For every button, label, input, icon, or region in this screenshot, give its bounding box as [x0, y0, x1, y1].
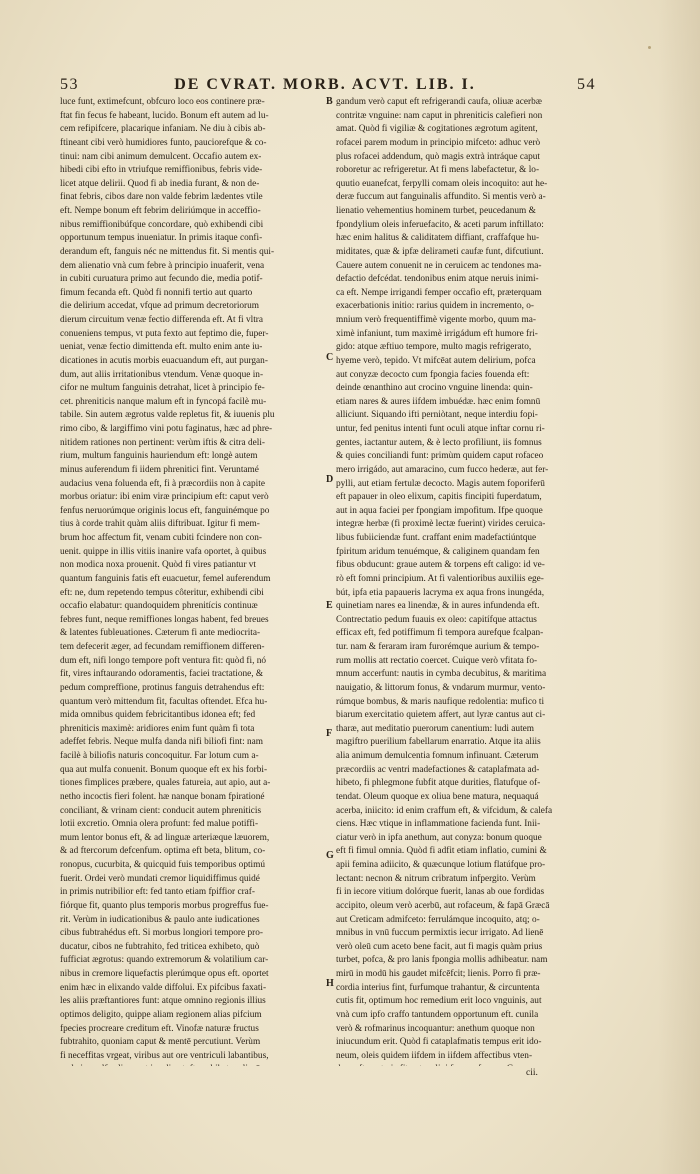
text-line: facilè à biliofis naturis concoquitur. Far lotum cum a-: [60, 751, 259, 761]
text-line: lectant: necnon & nitrum cribratum infpergito. Verùm: [336, 873, 536, 884]
text-line: quantum fanguinis fatis eft euacuetur, femel auferendum: [60, 573, 271, 584]
text-line: cet. phreniticis nanque malum eft in fyncopá facilè mu-: [60, 396, 267, 407]
text-line: conciliant, & vrinam cient: conducit autem phreniticis: [60, 805, 262, 816]
text-line: cibus fubtrahédus eft. Si morbus longiori tempore pro-: [60, 928, 263, 939]
text-line: Contrectatio pedum fuauis ex oleo: capitífque attactus: [336, 614, 537, 625]
text-line: ftineant cibi verò humidiores funto, pauciorefque & co-: [60, 137, 267, 148]
text-line: mum lentor bonus eft, & ad linguæ arteriæque læuorem,: [60, 832, 270, 843]
text-line: rimo cibo, & largiffimo vini potu faginatus, hæc ad phre-: [60, 424, 273, 434]
text-line: quutio euanefcat, ferpylli comam oleis incoquito: aut he-: [336, 178, 548, 189]
text-line: tiones fimplices præbere, quales fatureia, aut apio, aut a-: [60, 778, 271, 789]
text-line: fi in iecore vitium dolórque fuerit, lanas ab oue fordidas: [336, 887, 545, 898]
text-line: tinui: nam cibi animum demulcent. Occafio autem ex-: [60, 151, 262, 162]
page-header: [60, 76, 596, 96]
text-line: cordia interius fint, furfumque trahantur, & circuntenta: [336, 982, 540, 993]
text-line: tendat. Oleum quoque ex oliua bene matura, nequaquá: [336, 791, 539, 802]
text-line: miditates, quæ & ipfæ delirameti caufæ funt, difcutiunt.: [336, 246, 544, 257]
text-line: fpecies procreare creditum eft. Vinofæ naturæ fructus: [60, 1023, 259, 1034]
text-line: nitidem rationes non pertinent: verùm iftis & citra deli-: [60, 437, 265, 448]
text-line: fpondylium oleis inferuefacito, & aceti parum inftillato:: [336, 219, 544, 230]
text-line: mida omnibus quidem febricitantibus idonea eft; fed: [60, 710, 256, 721]
text-line: lotii excretio. Omnia olera profunt: fed malue potiffi-: [60, 819, 259, 830]
catchword: cii.: [526, 1068, 538, 1078]
folio-left: 53: [60, 76, 79, 93]
text-line: derandum eft, fanguis néc ne mittendus fit. Si mentis qui-: [60, 246, 275, 257]
text-line: occafio elabatur: quandoquidem phrenitícis continuæ: [60, 601, 258, 612]
text-line: conueniens tempus, vt puta fexto aut feptimo die, fuper-: [60, 328, 269, 339]
text-line: gentes, iactantur autem, & è lecto profiliunt, iis fomnus: [336, 437, 542, 448]
text-line: ueniat, venæ fectio dimittenda eft. multo enim ante iu-: [60, 342, 263, 353]
text-line: finat febris, cibos dare non valde febrim lædentes vtile: [60, 192, 263, 203]
text-line: cifor ne multum fanguinis detrahat, licet à principio fe-: [60, 383, 265, 394]
text-line: & quies conciliandi funt: primùm quidem caput rofaceo: [336, 451, 544, 462]
text-line: mero irrigádo, aut amaracino, cum fucco hederæ, aut fer-: [336, 464, 549, 475]
text-line: aut Creticam admifceto: ferrulámque incoquito, atq; o-: [336, 914, 540, 925]
text-line: rúmque bombus, & maris naufique redolentia: mufico ti: [336, 696, 545, 707]
text-line: fi neceffitas vrgeat, viribus aut ore ventriculi labantibus,: [60, 1050, 269, 1061]
text-line: fuerit. Ordei verò mundati cremor liquidiffimus quidé: [60, 873, 260, 884]
text-line: integræ herbæ (fi proximè lectæ fuerint) virides ceruica-: [336, 519, 546, 530]
text-line: rit. Verùm in iudicationibus & paulo ante iudicationes: [60, 914, 260, 925]
text-line: hyeme verò, tepido. Vt mifcēat autem delirium, pofca: [336, 355, 536, 366]
text-line: acerba, iniicito: id enim craffum eft, & vifcidum, & calefa: [336, 805, 553, 816]
text-line: rum mollis att rectatio coercet. Cuique verò vfitata fo-: [336, 655, 538, 666]
text-line: non modica noxa prouenit. Quòd fi vires patiantur vt: [60, 560, 256, 571]
text-line: dicationes in acutis morbis euacuandum eft, aut purgan-: [60, 355, 268, 366]
text-line: deræ fuccum aut fanguinalis affundito. Si mentis verò a-: [336, 192, 546, 203]
text-line: quinetiam nares ea linendæ, & in aures infundenda eft.: [336, 601, 540, 612]
text-line: nibus remiffionibúfque concordare, quò exhibendi cibi: [60, 219, 264, 230]
text-line: uenit. quippe in illis vitiis inanire vafa oportet, à quibus: [60, 546, 267, 557]
text-line: fufficiat ægrotus: quando extremorum & volatilium car-: [60, 955, 269, 966]
text-line: ca eft. Nempe irrigandi femper occafio eft, præterquam: [336, 287, 542, 298]
text-line: in cubiti curuatura primo aut fecundo die, media potif-: [60, 274, 263, 285]
text-line: nibus in cremore liquefactis plerúmque opus eft. oportet: [60, 969, 269, 979]
text-line: tur. nam & feraram iram furorémque aurium & tempo-: [336, 642, 540, 652]
text-line: fenfus neruorúmque originis locus eft, fanguinémque po: [60, 505, 270, 516]
text-line: die delirium accedat, vfque ad primum decretoriorum: [60, 301, 260, 312]
text-line: enim hæc in elixando valde diffolui. Ex pifcibus faxati-: [60, 982, 267, 993]
right-text-column: [336, 96, 598, 1066]
text-line: alliciunt. Siquando ifti perniòtant, neque interdiu fopi-: [336, 410, 538, 421]
text-line: pedum compreffione, protinus fanguis detrahendus eft:: [60, 682, 265, 693]
text-line: fit, vires inftaurando odoramentis, faciei tractatione, &: [60, 669, 264, 680]
margin-marker-f: F: [326, 728, 333, 739]
text-line: luce funt, extimefcunt, obfcuro loco eos continere præ-: [60, 97, 265, 107]
text-line: aut conyzæ decocto cum fpongia facies fouenda eft:: [336, 369, 530, 380]
text-line: tharæ, aut meditatio puerorum canentium: ludi autem: [336, 723, 535, 734]
text-line: brum hoc affectum fit, venam cubiti fcindere non con-: [60, 533, 262, 543]
text-line: morbus oriatur: ibi enim viræ principium eft: caput verò: [60, 492, 269, 503]
text-line: phreniticis maximè: aridiores enim funt quàm fi tota: [60, 723, 255, 734]
margin-marker-g: G: [326, 850, 334, 861]
page-edge-shadow: [658, 0, 700, 1174]
text-line: hibedi cibi efto in vtriufque remiffionibus, febris vide-: [60, 165, 263, 176]
folio-right: 54: [577, 76, 596, 93]
text-line: dierum circuitum venæ fectio differenda eft. At fi vltra: [60, 315, 263, 325]
text-line: deinde œnanthino aut crocino vnguine linenda: quin-: [336, 383, 533, 394]
text-line: netho incoctis fieri folent. hæ nanque bonam fpirationé: [60, 791, 265, 802]
text-line: roboretur ac refrigeretur. At fi mens labefactetur, & lo-: [336, 165, 540, 176]
running-head: DE CVRAT. MORB. ACVT. LIB. I.: [174, 76, 476, 93]
text-line: defactio defcédat. tendonibus enim atque neruis inimi-: [336, 274, 539, 285]
text-line: eft fi fimul omnia. Quòd fi adfit etiam inflatio, cumini &: [336, 846, 547, 857]
left-text-column: [60, 96, 322, 1066]
margin-marker-c: C: [326, 352, 334, 363]
text-line: ciens. Hæc vtique in inflammatione facienda funt. Inii-: [336, 819, 541, 830]
text-line: vnà cum ipfo craffo tantundem opportunum eft. cunila: [336, 1009, 539, 1020]
text-line: pylli, aut etiam fertulæ decocto. Magis autem foporiferū: [336, 478, 545, 489]
margin-marker-d: D: [326, 474, 334, 485]
text-line: mnibus in vnū fuccum permixtis iecur irrigato. Ad lienē: [336, 928, 544, 939]
text-line: rium, multum fanguinis hauriendum eft: longè autem: [60, 451, 258, 462]
text-line: fibus obducunt: graue autem & torpens eft caligo: id ve-: [336, 560, 545, 571]
text-line: fimum fecanda eft. Quòd fi nonnifi tertio aut quarto: [60, 287, 253, 298]
text-line: Cauere autem conuenit ne in ceruicem ac tendones ma-: [336, 260, 542, 271]
text-line: aut in aqua faciei per fpongiam impofitum. Ifpe quoque: [336, 505, 543, 516]
text-line: optimos deligito, quippe aliam regionem alias pifcium: [60, 1009, 262, 1020]
text-line: les aliis præftantiores funt: atque omnino regionis illius: [60, 996, 266, 1007]
text-line: ftat fin fecus fe habeant, lucido. Bonum eft autem ad lu-: [60, 110, 269, 121]
text-line: biarum exercitatio quietem affert, aut lyræ cantus aut ci-: [336, 710, 546, 721]
text-line: dum eft, nifi longo tempore poft ventura fit: quòd fi, nó: [60, 655, 267, 666]
text-line: ximè infaniunt, tum maximè irrigádum eft humore fri-: [336, 328, 538, 339]
text-line: alia animum demulcentia fomnum infinuant. Cæterum: [336, 751, 539, 761]
text-line: accipito, oleum verò acerbū, aut rofaceum, & fapā Græcā: [336, 900, 550, 911]
text-line: neum, oleis quidem iifdem in iifdem affectibus vten-: [336, 1050, 533, 1061]
text-line: præcordiis ac ventri madefactiones & cataplafmata ad-: [336, 764, 540, 775]
text-line: tius à corde trahit quàm aliis diftribuat. Igitur fi mem-: [60, 519, 260, 530]
text-line: tem defecerit æger, ad fecundam remiffionem differen-: [60, 642, 265, 652]
text-line: amat. Quòd fi vigiliæ & cogitationes ægrotum agitent,: [336, 124, 538, 135]
text-line: plus rofacei addendum, quò magis extrà intráque caput: [336, 151, 540, 162]
text-line: verò oleū cum aceto bene facit, aut fi magis quàm prius: [336, 941, 543, 952]
text-line: magiftro puerilium fabellarum enarratio. Atque ita aliis: [336, 737, 541, 748]
text-line: nauigatio, & littorum fonus, & vndarum murmur, vento-: [336, 682, 546, 693]
text-line: opportunum tempus inueniatur. In primis itaque confi-: [60, 233, 263, 244]
text-line: libus fubiiciendæ funt. craffant enim madefactiúntque: [336, 533, 537, 543]
text-line: adeffet febris. Neque mulfa danda nifi biliofi fint: nam: [60, 737, 264, 748]
text-line: gido: atque æftiuo tempore, multo magis refrigerato,: [336, 342, 532, 353]
text-line: untur, fed penitus intenti funt oculi atque inftar cornu ri-: [336, 424, 545, 434]
text-line: eft papauer in oleo elixum, capitis fincipiti fuperdatum,: [336, 492, 542, 503]
text-line: lienatio vehementius hominem turbet, peucedanum &: [336, 206, 536, 216]
text-line: contritæ vnguine: nam caput in phreniticis calefieri non: [336, 110, 543, 121]
margin-marker-b: B: [326, 96, 333, 107]
text-line: dem alienatio vnà cum febre à principio inuaferit, vena: [60, 260, 265, 271]
text-line: quantum verò mittendum fit, facultas oftendet. Efca hu-: [60, 696, 268, 707]
foxing-spot: [648, 46, 651, 49]
text-line: licet atque delirii. Quod fi ab inedia furant, & non de-: [60, 178, 260, 189]
text-line: apii femina adiicito, & quæcunque lotium flatúfque pro-: [336, 860, 546, 870]
text-line: fiórque fit, quanto plus temporis morbus progreffus fue-: [60, 900, 269, 911]
text-line: bút, ipfa etia papaueris lacryma ex aqua frons inungéda,: [336, 587, 545, 598]
text-line: cutis fit, optimum hoc remedium erit loco vnguinis, aut: [336, 996, 542, 1007]
text-line: [60, 1063, 322, 1066]
text-line: febres funt, neque remiffiones longas habent, fed breues: [60, 614, 269, 625]
margin-marker-e: E: [326, 600, 333, 611]
text-line: rofacei parem modum in principio mifceto: adhuc verò: [336, 137, 541, 148]
text-line: ronopus, cucurbita, & quicquid fuis temporibus optimú: [60, 860, 266, 870]
text-line: cem refipifcere, placarique infaniam. Ne diu à cibis ab-: [60, 124, 266, 135]
text-line: fubtrahito, quoniam caput & mentē percutiunt. Verùm: [60, 1037, 261, 1048]
text-line: hæc enim halitus & caliditatem diffiant, craffafque hu-: [336, 233, 540, 244]
text-line: eft. Nempe bonum eft febrim deliriúmque in acceffio-: [60, 206, 261, 216]
text-line: ciatur verò in ipfa anethum, aut conyza: bonum quoque: [336, 832, 542, 843]
text-line: in primis nutribilior eft: fed tanto etiam fpiffior craf-: [60, 887, 256, 898]
text-line: mnium verò frequentiffimè vigente morbo, quum ma-: [336, 315, 536, 325]
text-line: mnum accerfunt: nautis in cymba decubitus, & maritima: [336, 669, 547, 680]
text-line: mirū in modū his gaudet mifcēfcit; lienis. Porro fi præ-: [336, 969, 541, 979]
text-line: efficax eft, fed potiffimum fi tempora aurefque fcalpan-: [336, 628, 544, 639]
text-line: exacerbationis initio: rarius quidem in incremento, o-: [336, 301, 535, 312]
text-line: tabile. Sin autem ægrotus valde repletus fit, & iuuenis plu: [60, 410, 275, 421]
text-line: & ad ftercorum defcenfum. optima eft beta, blitum, co-: [60, 846, 266, 857]
text-line: ducatur, cibos ne fubtrahito, fed triticea exhibeto, quò: [60, 941, 260, 952]
text-line: turbet, pofca, & pro lanis fpongia mollis adhibeatur. nam: [336, 955, 548, 966]
margin-marker-h: H: [326, 978, 334, 989]
text-line: [336, 1063, 598, 1066]
text-line: rò eft fomni principium. At fi valentioribus auxiliis ege-: [336, 573, 544, 584]
text-line: verò & rofmarinus incoquantur: anethum quoque non: [336, 1023, 535, 1034]
text-line: gandum verò caput eft refrigerandi caufa, oliuæ acerbæ: [336, 97, 542, 107]
text-line: iniucundum erit. Quòd fi cataplafmatis tempus erit ido-: [336, 1037, 542, 1048]
text-line: fpiritum aridum tenuémque, & caliginem quandam fen: [336, 546, 540, 557]
text-line: hibeto, fi phlegmone fubfit atque durities, flatufque of-: [336, 778, 541, 789]
text-line: & latentes fubleuationes. Cæterum fi ante mediocrita-: [60, 628, 261, 639]
text-line: audacius vena foluenda eft, fi à præcordiis non à capite: [60, 478, 265, 489]
text-line: dum, aut aliis irritationibus vtendum. Venæ quoque in-: [60, 369, 264, 380]
text-line: qua aut mulfa conuenit. Bonum quoque eft ex his forbi-: [60, 764, 268, 775]
text-line: minus auferendum fi iidem phrenitici fint. Veruntamé: [60, 464, 259, 475]
text-line: etiam nares & aures iifdem imbuédæ. hæc enim fomnū: [336, 396, 541, 407]
text-line: eft: ne, dum repetendo tempus côteritur, exhibendi cibi: [60, 587, 264, 598]
